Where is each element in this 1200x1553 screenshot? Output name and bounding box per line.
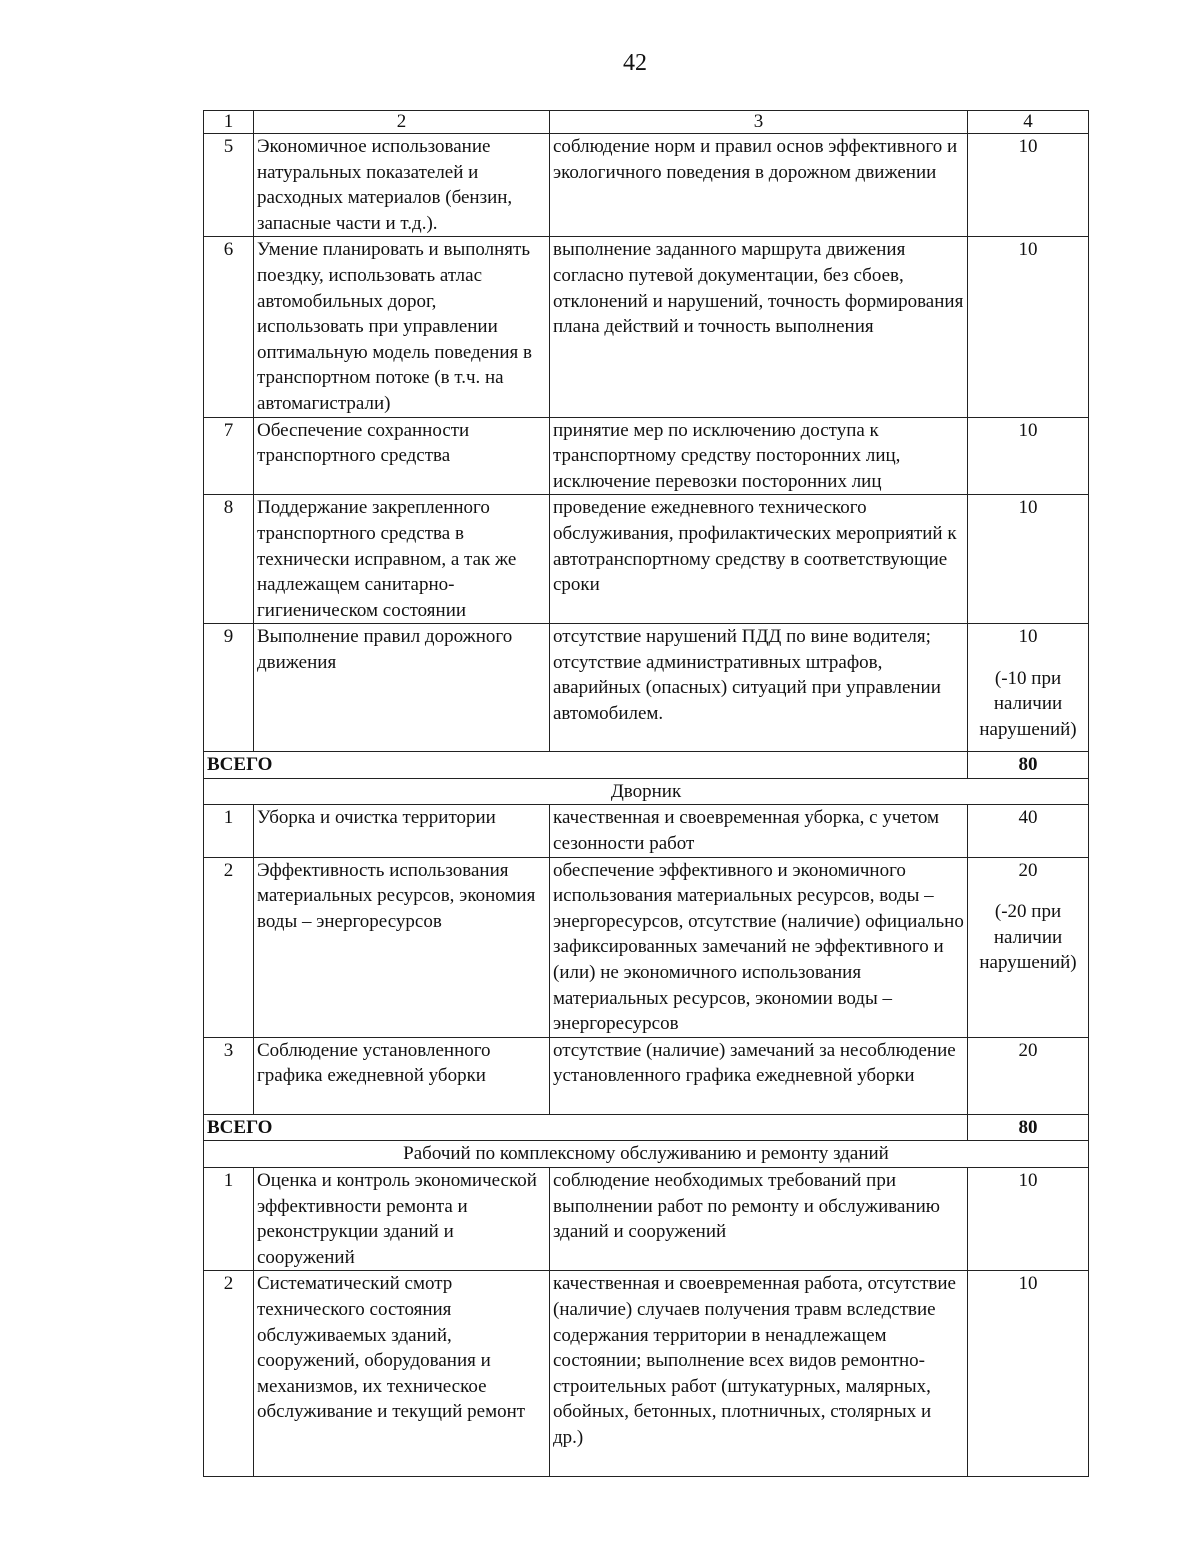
row-description: отсутствие (наличие) замечаний за несоблюдение установленного графика ежедневной уборки — [550, 1037, 968, 1114]
row-number: 6 — [204, 237, 254, 417]
row-score: 10 — [1018, 1273, 1038, 1295]
row-description: выполнение заданного маршрута движения согласно путевой документации, без сбоев, отклонений и нарушений, точность формирования плана действий и точность выполнения — [550, 237, 968, 417]
row-score: 10 — [1018, 626, 1038, 648]
row-score-cell — [968, 237, 1089, 417]
table-header-row — [204, 111, 1089, 134]
row-score-cell — [968, 417, 1089, 495]
row-description: соблюдение норм и правил основ эффективного и экологичного поведения в дорожном движении — [550, 134, 968, 237]
row-score-cell — [968, 495, 1089, 624]
row-criterion: Выполнение правил дорожного движения — [254, 624, 550, 752]
row-score-note: (-20 при наличии нарушений) — [979, 901, 1077, 974]
row-criterion: Уборка и очистка территории — [254, 805, 550, 857]
header-col-4: 4 — [968, 111, 1089, 134]
row-score: 20 — [1018, 859, 1038, 881]
row-score-cell — [968, 1037, 1089, 1114]
row-score-cell — [968, 624, 1089, 752]
header-col-1: 1 — [204, 111, 254, 134]
table-row — [204, 805, 1089, 857]
row-number: 1 — [204, 805, 254, 857]
table-row — [204, 417, 1089, 495]
page-number: 42 — [623, 50, 647, 76]
row-description: соблюдение необходимых требований при выполнении работ по ремонту и обслуживанию зданий и сооружений — [550, 1168, 968, 1271]
table-row — [204, 237, 1089, 417]
total-value: 80 — [968, 752, 1089, 779]
row-score: 10 — [1018, 1170, 1038, 1191]
row-score-note: (-10 при наличии нарушений) — [979, 667, 1077, 741]
table-row — [204, 1168, 1089, 1271]
section-title: Дворник — [204, 778, 1089, 805]
row-number: 3 — [204, 1037, 254, 1114]
row-score: 10 — [1018, 136, 1038, 157]
row-criterion: Эффективность использования материальных ресурсов, экономия воды – энергоресурсов — [254, 857, 550, 1037]
header-col-2: 2 — [254, 111, 550, 134]
row-criterion: Оценка и контроль экономической эффективности ремонта и реконструкции зданий и сооружений — [254, 1168, 550, 1271]
row-score-cell — [968, 805, 1089, 857]
row-score-cell — [968, 1168, 1089, 1271]
row-score-cell — [968, 1271, 1089, 1477]
table-row — [204, 134, 1089, 237]
row-criterion: Экономичное использование натуральных показателей и расходных материалов (бензин, запасные части и т.д.). — [254, 134, 550, 237]
row-score-cell — [968, 857, 1089, 1037]
total-row — [204, 1114, 1089, 1141]
row-number: 7 — [204, 417, 254, 495]
row-score: 40 — [1018, 807, 1038, 829]
header-col-3: 3 — [550, 111, 968, 134]
row-criterion: Поддержание закрепленного транспортного средства в технически исправном, а так же надлежащем санитарно-гигиеническом состоянии — [254, 495, 550, 624]
row-description: качественная и своевременная уборка, с учетом сезонности работ — [550, 805, 968, 857]
section-title-row — [204, 1141, 1089, 1168]
row-score: 20 — [1018, 1039, 1038, 1061]
row-criterion: Умение планировать и выполнять поездку, использовать атлас автомобильных дорог, использовать при управлении оптимальную модель поведения в транспортном потоке (в т.ч. на автомагистрали) — [254, 237, 550, 417]
row-criterion: Соблюдение установленного графика ежедневной уборки — [254, 1037, 550, 1114]
row-score: 10 — [1018, 239, 1038, 261]
total-label: ВСЕГО — [204, 752, 968, 779]
row-description: качественная и своевременная работа, отсутствие (наличие) случаев получения травм вследствие содержания территории в ненадлежащем состоянии; выполнение всех видов ремонтно-строительных работ (штукатурных, малярных, обойных, бетонных, плотничных, столярных и др.) — [550, 1271, 968, 1477]
table-body — [204, 111, 1089, 1477]
row-number: 2 — [204, 857, 254, 1037]
row-number: 8 — [204, 495, 254, 624]
row-description: отсутствие нарушений ПДД по вине водителя; отсутствие административных штрафов, аварийных (опасных) ситуаций при управлении автомобилем. — [550, 624, 968, 752]
row-score-cell — [968, 134, 1089, 237]
row-number: 1 — [204, 1168, 254, 1271]
table-row — [204, 624, 1089, 752]
total-value: 80 — [968, 1114, 1089, 1141]
criteria-table — [203, 110, 1089, 1477]
table-row — [204, 857, 1089, 1037]
section-title: Рабочий по комплексному обслуживанию и ремонту зданий — [204, 1141, 1089, 1168]
row-number: 2 — [204, 1271, 254, 1477]
row-score: 10 — [1018, 497, 1038, 519]
row-description: принятие мер по исключению доступа к транспортному средству посторонних лиц, исключение перевозки посторонних лиц — [550, 417, 968, 495]
row-description: проведение ежедневного технического обслуживания, профилактических мероприятий к автотранспортному средству в соответствующие сроки — [550, 495, 968, 624]
row-description: обеспечение эффективного и экономичного использования материальных ресурсов, воды – энергоресурсов, отсутствие (наличие) официально зафиксированных замечаний не эффективного и (или) не экономичного использования материальных ресурсов, экономии воды – энергоресурсов — [550, 857, 968, 1037]
table-row — [204, 1037, 1089, 1114]
row-criterion: Обеспечение сохранности транспортного средства — [254, 417, 550, 495]
row-number: 9 — [204, 624, 254, 752]
row-criterion: Систематический смотр технического состояния обслуживаемых зданий, сооружений, оборудования и механизмов, их техническое обслуживание и текущий ремонт — [254, 1271, 550, 1477]
section-title-row — [204, 778, 1089, 805]
table-row — [204, 1271, 1089, 1477]
row-number: 5 — [204, 134, 254, 237]
row-score: 10 — [1018, 419, 1038, 441]
total-label: ВСЕГО — [204, 1114, 968, 1141]
total-row — [204, 752, 1089, 779]
table-row — [204, 495, 1089, 624]
